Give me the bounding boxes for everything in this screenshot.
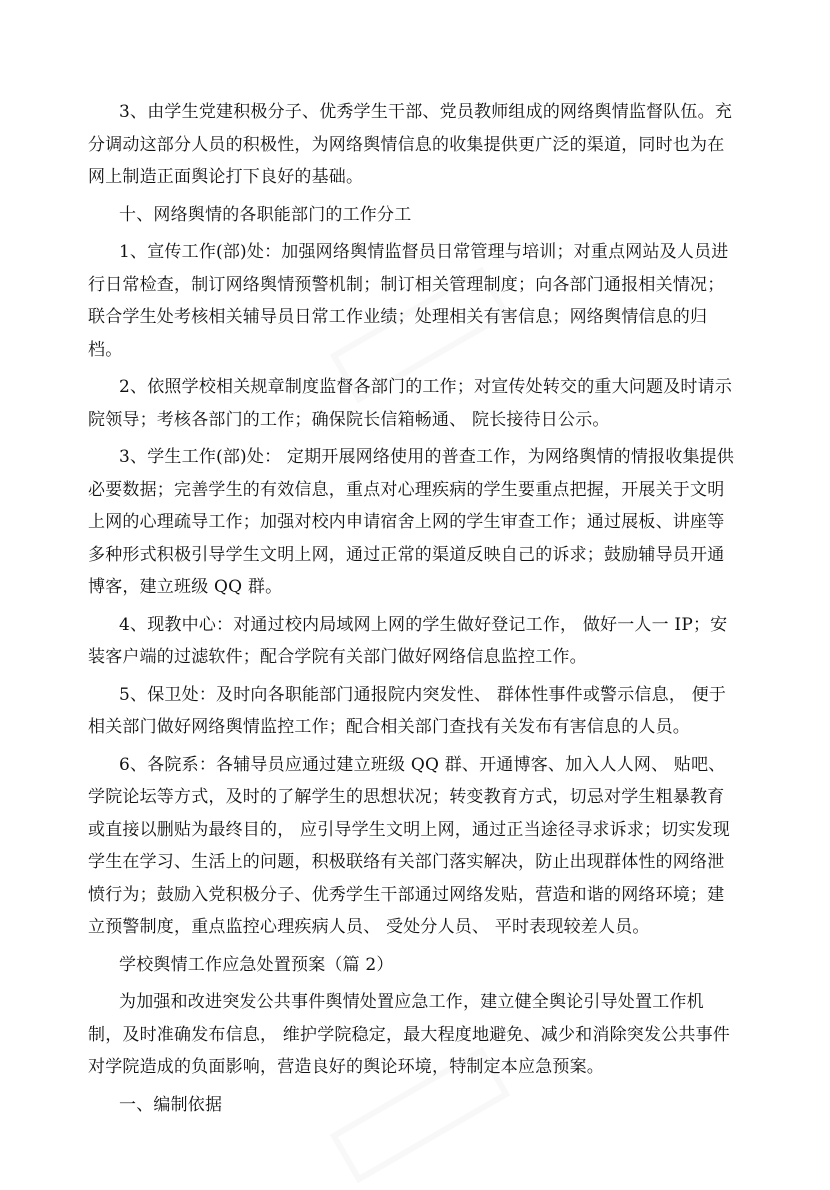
paragraph-3: 2、依照学校相关规章制度监督各部门的工作；对宣传处转交的重大问题及时请示院领导；考核各部门的工作；确保院长信箱畅通、 院长接待日公示。 [88,377,733,430]
paragraph-6: 5、保卫处：及时向各职能部门通报院内突发性、 群体性事件或警示信息， 便于相关部门做好网络舆情监控工作；配合相关部门查找有关发布有害信息的人员。 [88,684,727,737]
paragraph-7: 6、各院系：各辅导员应通过建立班级 QQ 群、开通博客、加入人人网、 贴吧、学院论坛等方式，及时的了解学生的思想状况；转变教育方式，切忌对学生粗暴教育或直接以删贴为最终目的， 应引导学生文明上网，通过正当途径寻求诉求；切实发现学生在学习、生活上的问题，积极联络有关部门落实解决，防止出现群体性的网络泄愤行为；鼓励入党积极分子、优秀学生干部通过网络发贴，营造和谐的网络环境；建立预警制度，重点监控心理疾病人员、 受处分人员、 平时表现较差人员。 [88,754,731,937]
paragraph-8: 为加强和改进突发公共事件舆情处置应急工作，建立健全舆论引导处置工作机制，及时准确发布信息， 维护学院稳定，最大程度地避免、减少和消除突发公共事件对学院造成的负面影响，营造良好的舆论环境，特制定本应急预案。 [88,992,731,1077]
paragraph-4: 3、学生工作(部)处： 定期开展网络使用的普查工作，为网络舆情的情报收集提供必要数据；完善学生的有效信息，重点对心理疾病的学生要重点把握，开展关于文明上网的心理疏导工作；加强对校内申请宿舍上网的学生审查工作；通过展板、讲座等多种形式积极引导学生文明上网，通过正常的渠道反映自己的诉求；鼓励辅导员开通博客，建立班级 QQ 群。 [88,447,735,597]
paragraph-2: 1、宣传工作(部)处：加强网络舆情监督员日常管理与培训；对重点网站及人员进行日常检查，制订网络舆情预警机制；制订相关管理制度；向各部门通报相关情况；联合学生处考核相关辅导员日常工作业绩；处理相关有害信息；网络舆情信息的归档。 [88,242,729,360]
section-title-part-2: 学校舆情工作应急处置预案（篇 2） [119,954,394,975]
paragraph-5: 4、现教中心：对通过校内局域网上网的学生做好登记工作， 做好一人一 IP；安装客户端的过滤软件；配合学院有关部门做好网络信息监控工作。 [88,614,728,667]
section-heading-10: 十、网络舆情的各职能部门的工作分工 [119,204,412,225]
paragraph-1: 3、由学生党建积极分子、优秀学生干部、党员教师组成的网络舆情监督队伍。充分调动这部分人员的积极性，为网络舆情信息的收集提供更广泛的渠道，同时也为在网上制造正面舆论打下良好的基础。 [88,102,733,187]
section-heading-1: 一、编制依据 [119,1094,223,1115]
document-body [88,96,738,1126]
